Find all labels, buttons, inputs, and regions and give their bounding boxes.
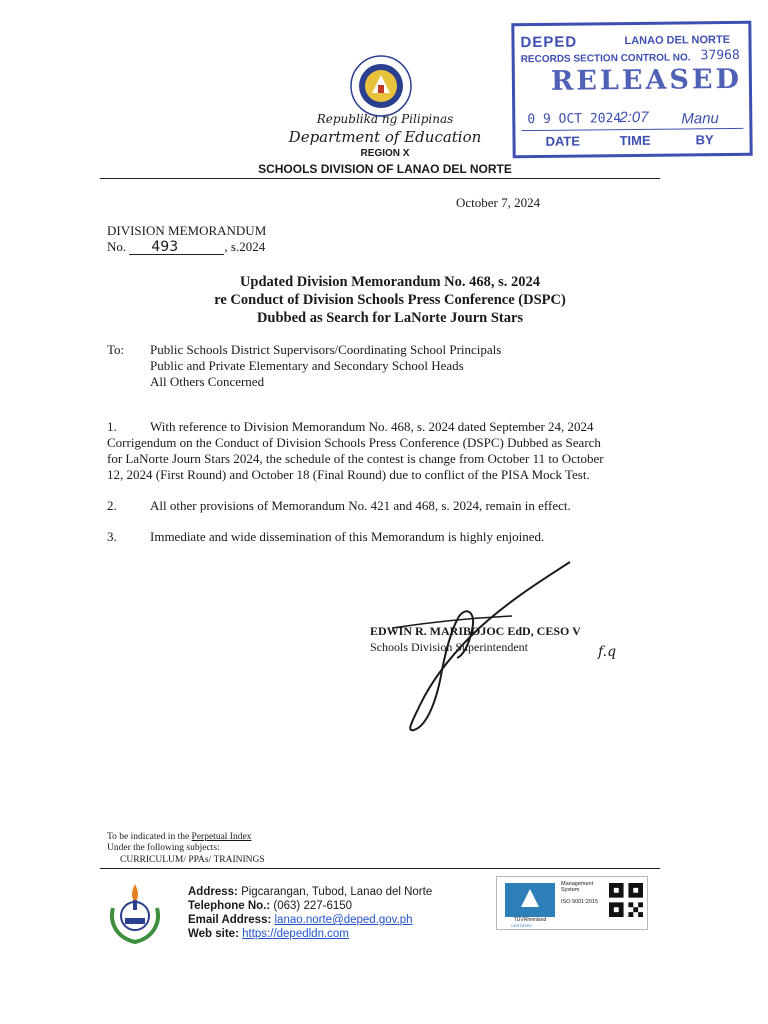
memo-type: DIVISION MEMORANDUM <box>107 223 267 238</box>
perpetual-index-prefix: To be indicated in the <box>107 832 192 842</box>
phone-value: (063) 227-6150 <box>273 900 353 912</box>
stamp-divider <box>521 128 743 131</box>
phone-label: Telephone No.: <box>188 900 271 912</box>
footer-phone <box>188 900 352 912</box>
web-label: Web site: <box>188 928 239 940</box>
paragraph-line: 12, 2024 (First Round) and October 18 (Final Round) due to conflict of the PISA Mock Test. <box>107 467 590 482</box>
paragraph-1 <box>107 419 667 485</box>
website-link[interactable]: https://depedldn.com <box>242 928 349 940</box>
recipient-line: Public and Private Elementary and Secondary School Heads <box>150 358 464 373</box>
footer-address <box>188 886 432 898</box>
paragraph-number: 2. <box>107 498 117 513</box>
paragraph-2 <box>107 498 667 516</box>
stamp-control-label: RECORDS SECTION CONTROL NO. <box>520 52 691 66</box>
header-division: SCHOOLS DIVISION OF LANAO DEL NORTE <box>258 162 512 176</box>
signatory-title: Schools Division Superintendent <box>370 640 528 654</box>
email-label: Email Address: <box>188 914 272 926</box>
paragraph-3 <box>107 529 667 547</box>
footer-divider <box>100 868 660 869</box>
stamp-by-label: BY <box>695 132 714 148</box>
stamp-by-value: Manu <box>681 110 719 128</box>
division-logo <box>105 878 165 950</box>
footer-website <box>188 928 349 940</box>
paragraph-line: Immediate and wide dissemination of this Memorandum is highly enjoined. <box>150 529 545 544</box>
address-value: Pigcarangan, Tubod, Lanao del Norte <box>241 886 433 898</box>
perpetual-index-link: Perpetual Index <box>191 832 252 842</box>
memo-title-line: Dubbed as Search for LaNorte Journ Stars <box>256 310 524 326</box>
perpetual-index-line: Under the following subjects: <box>107 843 220 853</box>
email-link[interactable]: lanao.norte@deped.gov.ph <box>274 914 413 926</box>
handwritten-signature <box>392 560 592 735</box>
stamp-status: RELEASED <box>550 63 743 97</box>
stamp-agency: DEPED <box>520 33 578 52</box>
signatory-initials: f.q <box>598 644 617 660</box>
memo-title-line: re Conduct of Division Schools Press Conference (DSPC) <box>214 292 566 308</box>
header-department: Department of Education <box>288 128 482 146</box>
paragraph-number: 1. <box>107 419 117 434</box>
cert-line1: Management System <box>561 881 594 893</box>
stamp-place: LANAO DEL NORTE <box>624 33 731 48</box>
header-republic: Republika ng Pilipinas <box>316 112 454 126</box>
memo-no-value: 493 <box>129 240 224 255</box>
address-label: Address: <box>188 886 238 898</box>
signatory-name: EDWIN R. MARIBOJOC EdD, CESO V <box>370 624 581 638</box>
tuv-logo <box>505 883 555 917</box>
paragraph-line: Corrigendum on the Conduct of Division Schools Press Conference (DSPC) Dubbed as Search <box>107 435 601 450</box>
paragraph-line: All other provisions of Memorandum No. 421 and 468, s. 2024, remain in effect. <box>150 498 571 513</box>
perpetual-index-subjects: CURRICULUM/ PPAs/ TRAININGS <box>120 855 265 865</box>
header-region: REGION X <box>360 148 410 159</box>
stamp-date-label: DATE <box>545 133 581 149</box>
paragraph-number: 3. <box>107 529 117 544</box>
footer-email <box>188 914 413 926</box>
tuv-brand: TÜVRheinland <box>513 917 547 923</box>
recipient-line: All Others Concerned <box>150 374 265 389</box>
memo-series: , s.2024 <box>224 239 266 254</box>
stamp-time-value: 2:07 <box>619 108 649 127</box>
stamp-time-label: TIME <box>619 132 651 149</box>
stamp-date-value: 0 9 OCT 2024 <box>527 111 622 128</box>
iso-certification-badge <box>496 876 648 930</box>
memo-number-line <box>107 239 265 255</box>
deped-seal-logo <box>350 55 412 117</box>
recipient-line: Public Schools District Supervisors/Coordinating School Principals <box>150 342 502 357</box>
cert-seal: CERTIFIED <box>511 923 533 928</box>
to-label: To: <box>107 342 125 357</box>
memo-date: October 7, 2024 <box>456 195 541 210</box>
paragraph-line: With reference to Division Memorandum No. 468, s. 2024 dated September 24, 2024 <box>150 419 594 434</box>
paragraph-line: for LaNorte Journ Stars 2024, the schedule of the contest is change from October 11 to October <box>107 451 604 466</box>
cert-line2: ISO 9001:2015 <box>561 899 599 905</box>
perpetual-index-note <box>107 832 251 842</box>
memo-title-line: Updated Division Memorandum No. 468, s. 2024 <box>239 274 541 290</box>
stamp-control-no: 37968 <box>700 47 740 64</box>
released-stamp <box>511 21 752 159</box>
header-divider <box>100 178 660 179</box>
qr-code-icon <box>609 883 643 917</box>
memo-no-label: No. <box>107 239 127 254</box>
